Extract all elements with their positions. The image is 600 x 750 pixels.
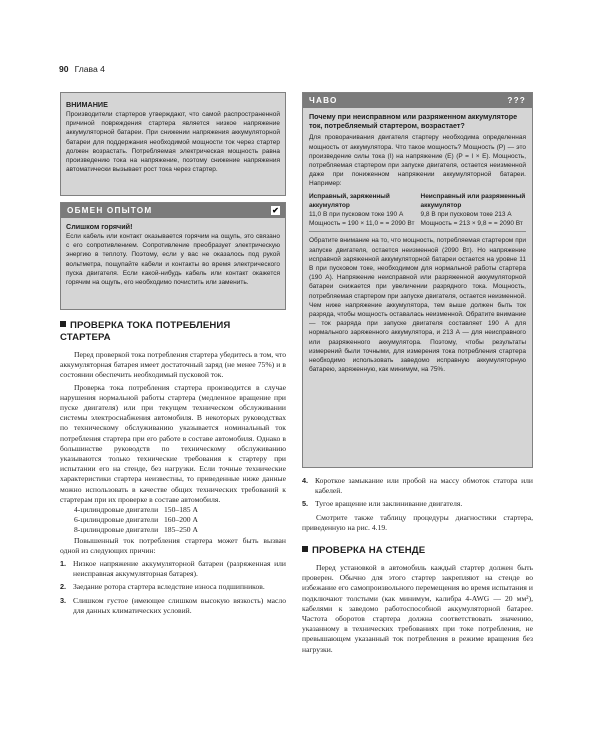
section-heading: ПРОВЕРКА ТОКА ПОТРЕБЛЕНИЯ СТАРТЕРА <box>60 320 231 343</box>
good-battery-column: Исправный, заряженный аккумулятор 11,0 В при пусковом токе 190 А Мощность = 190 × 11,0 = = 2090 Вт <box>309 192 415 228</box>
list-item: 2. Заедание ротора стартера вследствие износа подшипников. <box>60 582 265 592</box>
list-item: 1. Низкое напряжение аккумуляторной батареи (разряженная или неисправная аккумуляторная батарея). <box>60 559 286 579</box>
faq-question: Почему при неисправном или разряженном аккумуляторе ток, потребляемый стартером, возрастает? <box>309 112 518 131</box>
list-continuation <box>302 476 533 533</box>
chapter-label: Глава 4 <box>74 64 105 74</box>
bad-battery-column: Неисправный или разряженный аккумулятор 9,8 В при пусковом токе 213 А Мощность = 213 × 9,8 = = 2090 Вт <box>420 192 526 228</box>
list-item: 4. Короткое замыкание или пробой на массу обмоток статора или кабелей. <box>302 476 533 496</box>
list-item: 3. Слишком густое (имеющее слишком высокую вязкость) масло для данных климатических условий. <box>60 595 286 615</box>
reasons-list <box>60 559 286 616</box>
page-number: 90 <box>59 64 69 74</box>
experience-box <box>60 202 286 310</box>
faq-header <box>303 93 532 108</box>
faq-text: Для проворачивания двигателя стартеру необходима определенная мощность от аккумулятора. Что такое мощность? Мощность (P) — это произведение силы тока (I) на напряжение (E) (P = I × E). Мощность, потребляемая стартером при запуске двигателя, остается неизменной даже при пониженном напряжении аккумуляторной батареи. Например: <box>309 134 526 188</box>
list-item: 8-цилиндровые двигатели 185–250 А <box>74 525 198 535</box>
paragraph: Повышенный ток потребления стартера может быть вызван одной из следующих причин: <box>60 535 286 555</box>
faq-box <box>302 92 533 468</box>
divider <box>309 231 526 232</box>
faq-header-label: ЧАВО <box>309 96 338 105</box>
paragraph: Смотрите также таблицу процедуры диагностики стартера, приведенную на рис. 4.19. <box>302 512 533 532</box>
list-item: 6-цилиндровые двигатели 160–200 А <box>74 515 198 525</box>
check-box-icon: ✔ <box>272 206 279 215</box>
battery-comparison <box>309 192 526 229</box>
section-bench-test <box>302 545 533 655</box>
faq-text: Обратите внимание на то, что мощность, потребляемая стартером при запуске двигателя, остается неизменной (2090 Вт). Но напряжение исправной заряженной аккумуляторной батареи остается на уровне 11 В при пусковом токе, необходимом для нормальной работы стартера (190 А). Напряжение неисправной или разряженной аккумуляторной батареи снижается при увеличении разрядного тока. Мощность, потребляемая стартером при запуске двигателя, остается неизменной. Чем ниже напряжение аккумулятора, тем выше должен быть ток разряда, чтобы мощность оставалась неизменной. Обратите внимание — ток разряда при запуске двигателя составляет 190 А для нормального заряженного аккумулятора, и 213 А — для неисправного или разряженного аккумулятора. Поэтому, чтобы результаты измерений были точными, для измерения тока потребления стартера необходимо использовать заведомо исправную аккумуляторную батарею, заряженную, как минимум, на 75%. <box>309 237 526 374</box>
paragraph: Перед установкой в автомобиль каждый стартер должен быть проверен. Обычно для этого стартер закрепляют на стенде во избежание его самопроизвольного перемещения во время испытания и подключают толстыми (как минимум, калибра 4-AWG — 20 мм²), кабелями к заведомо работоспособной аккумуляторной батарее. Частота оборотов стартера должна соответствовать значению, указанному в технических требованиях при токе потребления, не превышающем указанный ток потребления в режиме вращения без нагрузки. <box>302 563 533 654</box>
paragraph: Перед проверкой тока потребления стартера убедитесь в том, что аккумуляторная батарея имеет достаточный заряд (не менее 75%) и в состоянии обеспечить необходимый пусковой ток. <box>60 350 286 380</box>
square-bullet-icon <box>302 546 308 552</box>
experience-header <box>61 203 285 218</box>
right-column <box>302 84 533 655</box>
warning-box <box>60 92 286 196</box>
left-column <box>60 84 286 619</box>
square-bullet-icon <box>60 321 66 327</box>
warning-text: Производители стартеров утверждают, что самой распространенной причиной повреждения стартера является низкое напряжение аккумуляторной батареи. При снижении напряжения аккумуляторной батареи для поддержания необходимой мощности ток через стартер должен возрастать. Потребляемая электрическая мощность равна произведению тока на напряжение, поэтому снижение напряжения автоматически вызывает рост тока через стартер. <box>66 111 280 174</box>
faq-question-marks: ??? <box>507 96 526 105</box>
section-starter-current <box>60 320 286 616</box>
section-heading: ПРОВЕРКА НА СТЕНДЕ <box>302 545 533 557</box>
warning-title: ВНИМАНИЕ <box>66 100 108 109</box>
list-item: 5. Тугое вращение или заклинивание двигателя. <box>302 499 463 509</box>
list-item: 4-цилиндровые двигатели 150–185 А <box>74 505 198 515</box>
page-header <box>59 64 105 74</box>
experience-title: Слишком горячий! <box>66 222 133 231</box>
paragraph: Проверка тока потребления стартера производится в случае нарушения нормальной работы стартера (медленное вращение при пуске двигателя) или при текущем техническом обслуживании системы электроснабжения автомобиля. В некоторых руководствах по техническому обслуживанию указывается номинальный ток потребления стартера при его работе в составе автомобиля. Однако в большинстве руководств по техническому обслуживанию указываются только технические требования к стартеру при испытании его на стенде, без нагрузки. Если точные технические характеристики стартера неизвестны, то приведенные ниже данные можно использовать в качестве общих технических требований к стартерам при их проверке в составе автомобиля. <box>60 382 286 504</box>
experience-text: Если кабель или контакт оказывается горячим на ощупь, это связано с его сопротивлением. Сопротивление преобразует электрическую энергию в теплоту. Поэтому, если у вас не оказалось под рукой вольтметра, пощупайте кабели и контакты во время электрического пуска двигателя. Если какой-нибудь кабель или контакт окажется горячим на ощупь, его необходимо почистить или заменить. <box>66 233 280 287</box>
engine-current-list <box>74 505 286 536</box>
experience-header-label: ОБМЕН ОПЫТОМ <box>67 206 153 215</box>
